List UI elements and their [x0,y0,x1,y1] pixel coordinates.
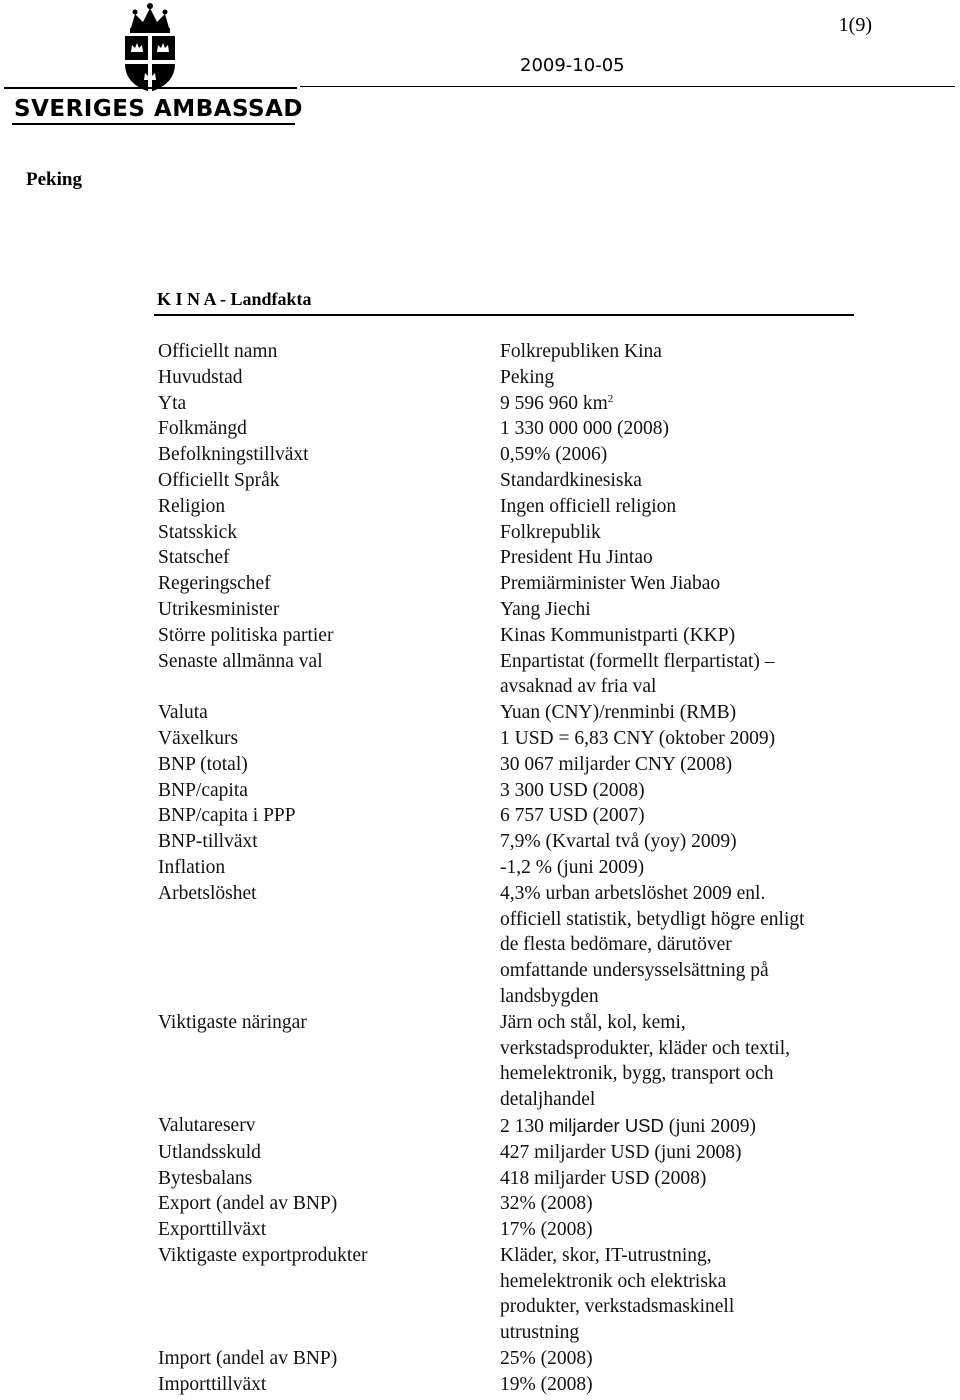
fact-value-line: hemelektronik, bygg, transport och [500,1063,774,1085]
fact-value-line: Järn och stål, kol, kemi, [500,1011,686,1033]
fact-label: Viktigaste exportprodukter [158,1244,368,1266]
fact-label: Valuta [158,702,208,724]
fact-value [500,803,860,829]
fact-row [158,416,878,442]
swedish-crest-icon [117,2,183,94]
fact-label: Exporttillväxt [158,1219,267,1241]
fact-label: Arbetslöshet [158,882,257,904]
fact-value [500,1140,860,1166]
fact-row [158,520,878,546]
fact-value-line: 25% (2008) [500,1348,593,1370]
fact-value-line: President Hu Jintao [500,547,653,569]
title-divider [154,314,854,316]
fact-value [500,726,860,752]
fact-value [500,339,860,365]
fact-label: Större politiska partier [158,624,334,646]
fact-label: Senaste allmänna val [158,650,323,672]
city-name: Peking [26,169,82,190]
fact-value-line: -1,2 % (juni 2009) [500,856,645,878]
fact-value-line: 32% (2008) [500,1193,593,1215]
fact-row [158,1010,878,1113]
fact-value-line: 1 330 000 000 (2008) [500,418,669,440]
fact-value [500,752,860,778]
fact-row [158,803,878,829]
fact-value-line: 1 USD = 6,83 CNY (oktober 2009) [500,727,776,749]
fact-row [158,752,878,778]
fact-label: Officiellt Språk [158,469,280,491]
fact-row [158,571,878,597]
fact-value-line: Premiärminister Wen Jiabao [500,573,721,595]
fact-value-part: miljarder USD [548,1114,664,1136]
fact-value-part: 2 130 [500,1115,549,1137]
fact-row [158,339,878,365]
fact-value-line: verkstadsprodukter, kläder och textil, [500,1037,791,1059]
document-date: 2009-10-05 [520,55,625,76]
fact-label: Folkmängd [158,418,247,440]
fact-value [500,1346,860,1372]
fact-value [500,391,860,417]
fact-value-line: hemelektronik och elektriska [500,1270,727,1292]
fact-label: Utlandsskuld [158,1141,261,1163]
fact-label: Importtillväxt [158,1373,267,1395]
fact-label: BNP (total) [158,753,248,775]
fact-value [500,700,860,726]
fact-row [158,1346,878,1372]
fact-value [500,545,860,571]
fact-label: Yta [158,392,187,414]
fact-value-line: 4,3% urban arbetslöshet 2009 enl. [500,882,766,904]
fact-label: Export (andel av BNP) [158,1193,338,1215]
fact-row [158,1191,878,1217]
fact-row [158,545,878,571]
fact-row [158,494,878,520]
fact-row [158,391,878,417]
fact-value [500,1010,860,1113]
fact-value [500,855,860,881]
fact-value-line: utrustning [500,1322,580,1344]
fact-label: Statschef [158,547,230,569]
fact-value-line: 7,9% (Kvartal två (yoy) 2009) [500,831,737,853]
fact-value [500,442,860,468]
fact-value [500,365,860,391]
fact-value-line: 17% (2008) [500,1219,593,1241]
fact-value-line: officiell statistik, betydligt högre enligt [500,908,805,930]
fact-value-line: 6 757 USD (2007) [500,805,645,827]
fact-label: BNP/capita i PPP [158,805,296,827]
country-facts-table [158,339,878,1398]
fact-value-line: 0,59% (2006) [500,444,608,466]
fact-row [158,881,878,1010]
fact-value [500,1243,860,1346]
document-title: K I N A - Landfakta [157,289,312,309]
superscript: 2 [607,392,614,405]
fact-row [158,442,878,468]
fact-value [500,1372,860,1398]
fact-value [500,1191,860,1217]
fact-value-line: de flesta bedömare, därutöver [500,934,732,956]
fact-label: Befolkningstillväxt [158,444,309,466]
fact-value-line: 418 miljarder USD (2008) [500,1167,707,1189]
fact-value-line: produkter, verkstadsmaskinell [500,1296,735,1318]
fact-row [158,365,878,391]
fact-value [500,416,860,442]
fact-value-line: Kinas Kommunistparti (KKP) [500,624,736,646]
fact-value-line: 30 067 miljarder CNY (2008) [500,753,733,775]
fact-row [158,1243,878,1346]
fact-label: Bytesbalans [158,1167,253,1189]
fact-row [158,700,878,726]
fact-value-line: landsbygden [500,985,599,1007]
fact-row [158,726,878,752]
fact-value-line: Enpartistat (formellt flerpartistat) – [500,650,775,672]
fact-value-line: Peking [500,366,555,388]
embassy-name: SVERIGES AMBASSAD [14,96,304,122]
fact-value-line: 3 300 USD (2008) [500,779,645,801]
fact-value [500,597,860,623]
fact-row [158,1166,878,1192]
fact-value-line: 19% (2008) [500,1373,593,1395]
fact-value [500,881,860,1010]
fact-label: Viktigaste näringar [158,1011,307,1033]
fact-label: BNP/capita [158,779,248,801]
fact-value [500,778,860,804]
fact-label: Utrikesminister [158,598,280,620]
fact-row [158,1140,878,1166]
fact-row [158,623,878,649]
header-divider [300,86,955,87]
fact-value-part: (juni 2009) [663,1115,756,1137]
fact-label: Statsskick [158,521,238,543]
fact-value [500,1217,860,1243]
fact-row [158,468,878,494]
fact-value [500,468,860,494]
fact-value-line: Yuan (CNY)/renminbi (RMB) [500,702,737,724]
fact-row [158,778,878,804]
fact-row [158,1113,878,1140]
fact-value-line: detaljhandel [500,1089,596,1111]
fact-value-line: Kläder, skor, IT-utrustning, [500,1244,712,1266]
fact-row [158,649,878,701]
fact-value [500,1166,860,1192]
fact-label: Officiellt namn [158,341,278,362]
fact-value-line: Ingen officiell religion [500,495,677,517]
fact-value-line: Folkrepubliken Kina [500,341,662,362]
fact-row [158,829,878,855]
fact-label: Huvudstad [158,366,243,388]
fact-value [500,571,860,597]
fact-row [158,1217,878,1243]
fact-label: Religion [158,495,226,517]
fact-value-line: Yang Jiechi [500,598,591,620]
fact-value [500,649,860,701]
fact-label: Inflation [158,856,226,878]
fact-label: Regeringschef [158,573,271,595]
page-number: 1(9) [838,14,872,36]
fact-row [158,1372,878,1398]
fact-value-line: 427 miljarder USD (juni 2008) [500,1141,742,1163]
fact-value-line: 9 596 960 $km^2$ [500,392,614,414]
fact-row [158,597,878,623]
fact-label: Växelkurs [158,727,239,749]
fact-value [500,520,860,546]
fact-value [500,829,860,855]
fact-value-line: Standardkinesiska [500,469,642,491]
fact-value-line: avsaknad av fria val [500,676,657,698]
fact-value-line: Folkrepublik [500,521,601,543]
fact-value [500,623,860,649]
fact-row [158,855,878,881]
fact-label: Import (andel av BNP) [158,1348,338,1370]
fact-value [500,1113,860,1140]
fact-label: Valutareserv [158,1114,256,1136]
fact-label: BNP-tillväxt [158,831,258,853]
fact-value-line: omfattande undersysselsättning på [500,960,769,982]
embassy-logo [0,0,304,130]
fact-value [500,494,860,520]
